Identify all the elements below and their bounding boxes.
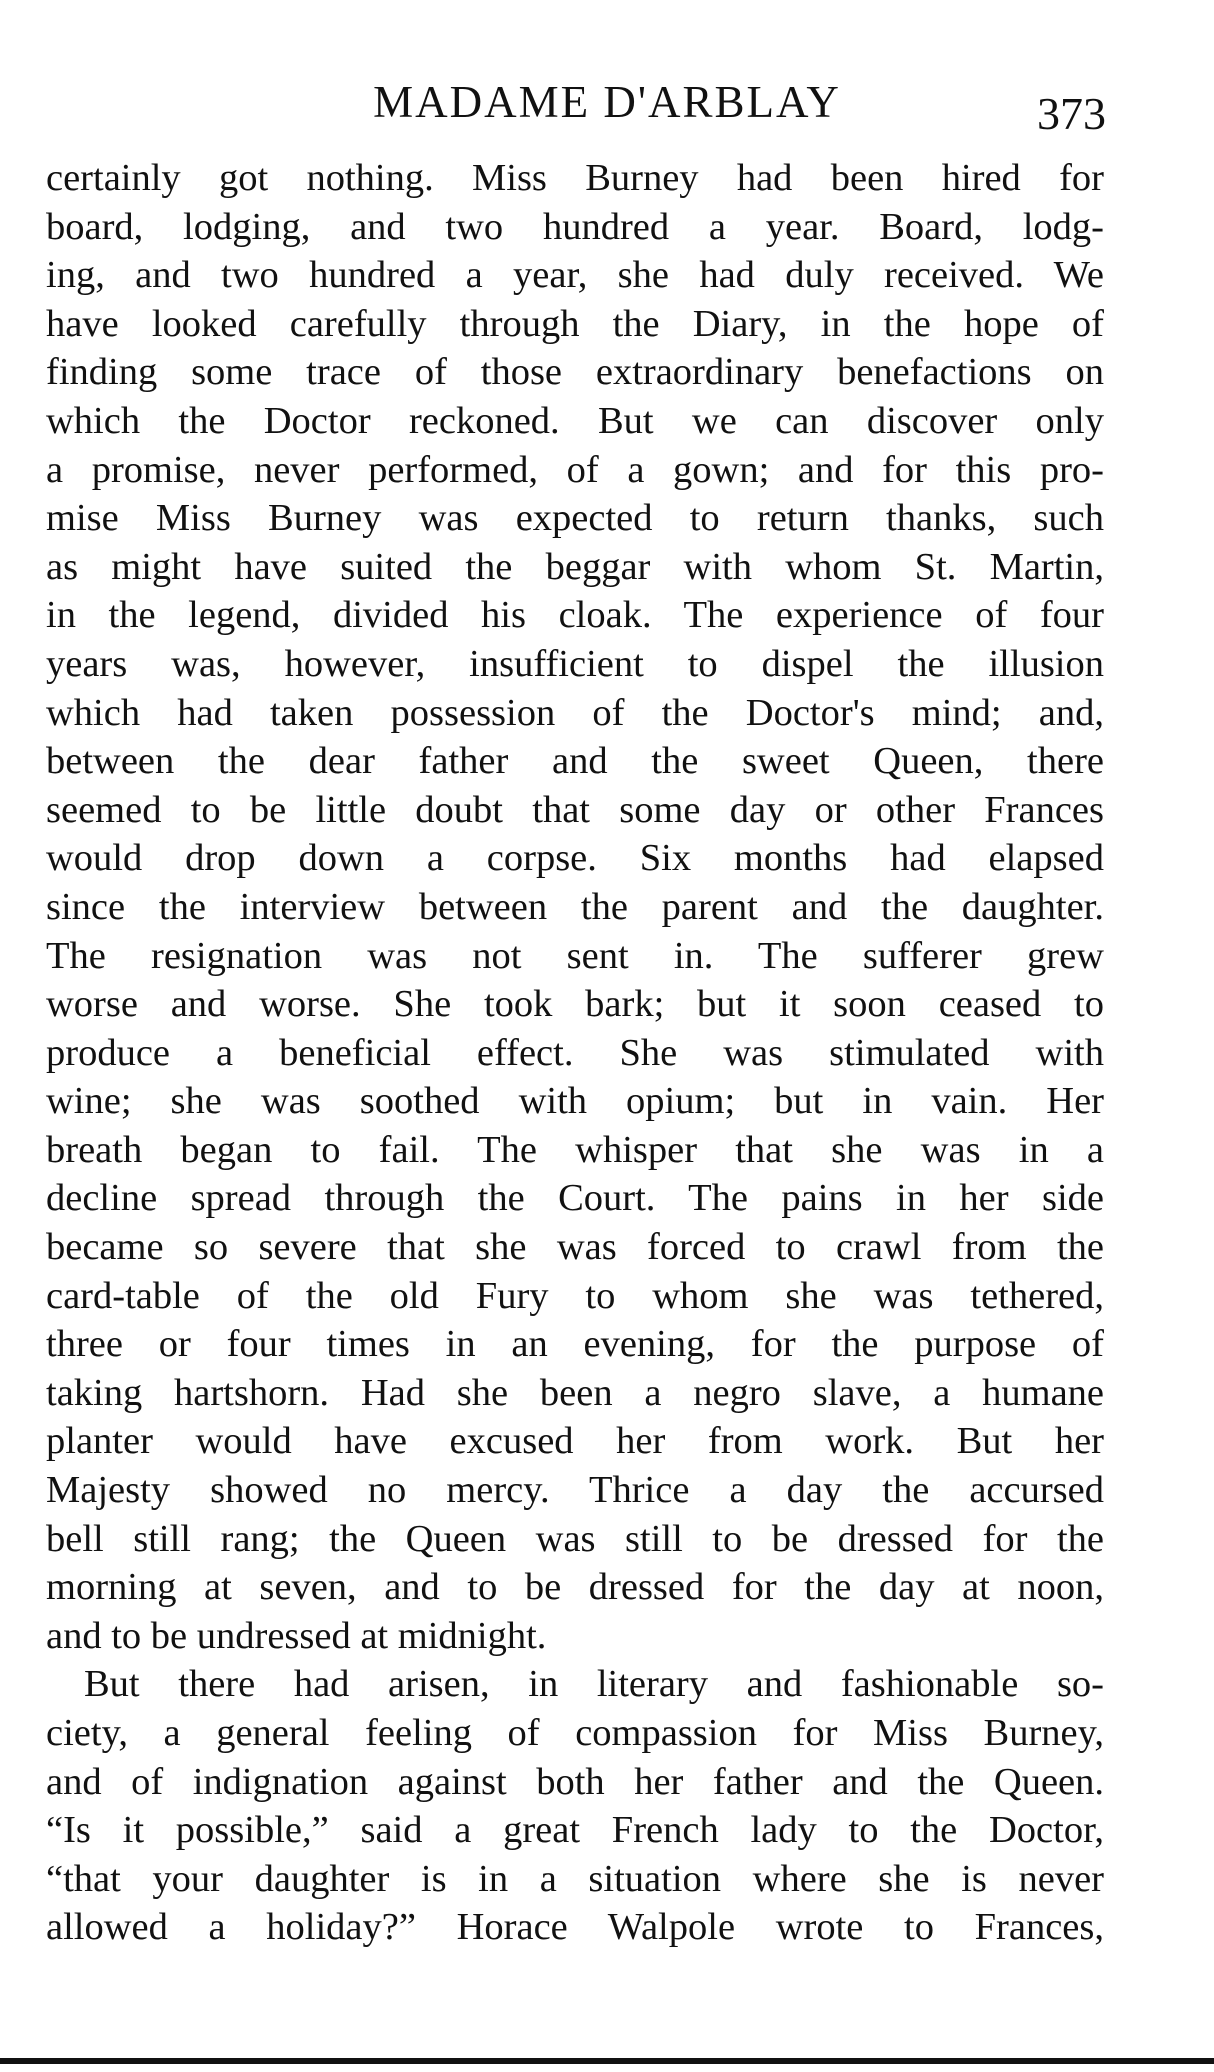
running-title: MADAME D'ARBLAY: [373, 77, 841, 127]
text-line: have looked carefully through the Diary, in the hope of: [46, 302, 1104, 345]
text-line: morning at seven, and to be dressed for the day at noon,: [46, 1566, 1104, 1609]
text-line: “Is it possible,” said a great French lady to the Doctor,: [46, 1809, 1104, 1852]
text-line: bell still rang; the Queen was still to be dressed for the: [46, 1517, 1104, 1560]
text-line: a promise, never performed, of a gown; and for this pro-: [46, 448, 1104, 491]
text-line: became so severe that she was forced to crawl from the: [46, 1226, 1104, 1269]
text-line: produce a beneficial effect. She was stimulated with: [46, 1031, 1104, 1074]
text-line: mise Miss Burney was expected to return thanks, such: [46, 497, 1104, 540]
text-line: finding some trace of those extraordinary benefactions on: [46, 351, 1104, 394]
text-line: since the interview between the parent and the daughter.: [46, 885, 1104, 928]
text-line: taking hartshorn. Had she been a negro slave, a humane: [46, 1371, 1104, 1414]
page-number: 373: [1037, 88, 1106, 139]
text-line: ing, and two hundred a year, she had duly received. We: [46, 254, 1104, 297]
body-text: [46, 154, 1104, 1952]
text-line: and of indignation against both her father and the Queen.: [46, 1760, 1104, 1803]
bottom-rule: [0, 2058, 1214, 2064]
text-line: allowed a holiday?” Horace Walpole wrote to Frances,: [46, 1906, 1104, 1949]
text-line: which had taken possession of the Doctor's mind; and,: [46, 691, 1104, 734]
text-line: worse and worse. She took bark; but it soon ceased to: [46, 983, 1104, 1026]
text-line: certainly got nothing. Miss Burney had been hired for: [46, 157, 1104, 199]
text-line: card-table of the old Fury to whom she was tethered,: [46, 1274, 1104, 1317]
text-line: years was, however, insufficient to dispel the illusion: [46, 642, 1104, 685]
text-line: in the legend, divided his cloak. The experience of four: [46, 594, 1104, 637]
text-line: and to be undressed at midnight.: [46, 1614, 547, 1657]
text-line: planter would have excused her from work. But her: [46, 1420, 1104, 1463]
text-line: board, lodging, and two hundred a year. Board, lodg-: [46, 205, 1104, 248]
text-line: as might have suited the beggar with whom St. Martin,: [46, 545, 1104, 588]
text-line: decline spread through the Court. The pains in her side: [46, 1177, 1104, 1220]
text-line: Majesty showed no mercy. Thrice a day the accursed: [46, 1469, 1104, 1512]
text-line: which the Doctor reckoned. But we can discover only: [46, 399, 1104, 442]
text-line: wine; she was soothed with opium; but in vain. Her: [46, 1080, 1104, 1123]
text-line: seemed to be little doubt that some day or other Frances: [46, 788, 1104, 831]
text-line: between the dear father and the sweet Queen, there: [46, 740, 1104, 783]
text-line: would drop down a corpse. Six months had elapsed: [46, 837, 1104, 880]
text-line: “that your daughter is in a situation where she is never: [46, 1857, 1104, 1900]
running-head: [0, 72, 1214, 139]
text-line: breath began to fail. The whisper that she was in a: [46, 1128, 1104, 1171]
text-line: ciety, a general feeling of compassion for Miss Burney,: [46, 1712, 1104, 1754]
text-line: three or four times in an evening, for the purpose of: [46, 1323, 1104, 1366]
text-line: The resignation was not sent in. The sufferer grew: [46, 934, 1104, 977]
text-line: But there had arisen, in literary and fashionable so-: [84, 1663, 1104, 1706]
